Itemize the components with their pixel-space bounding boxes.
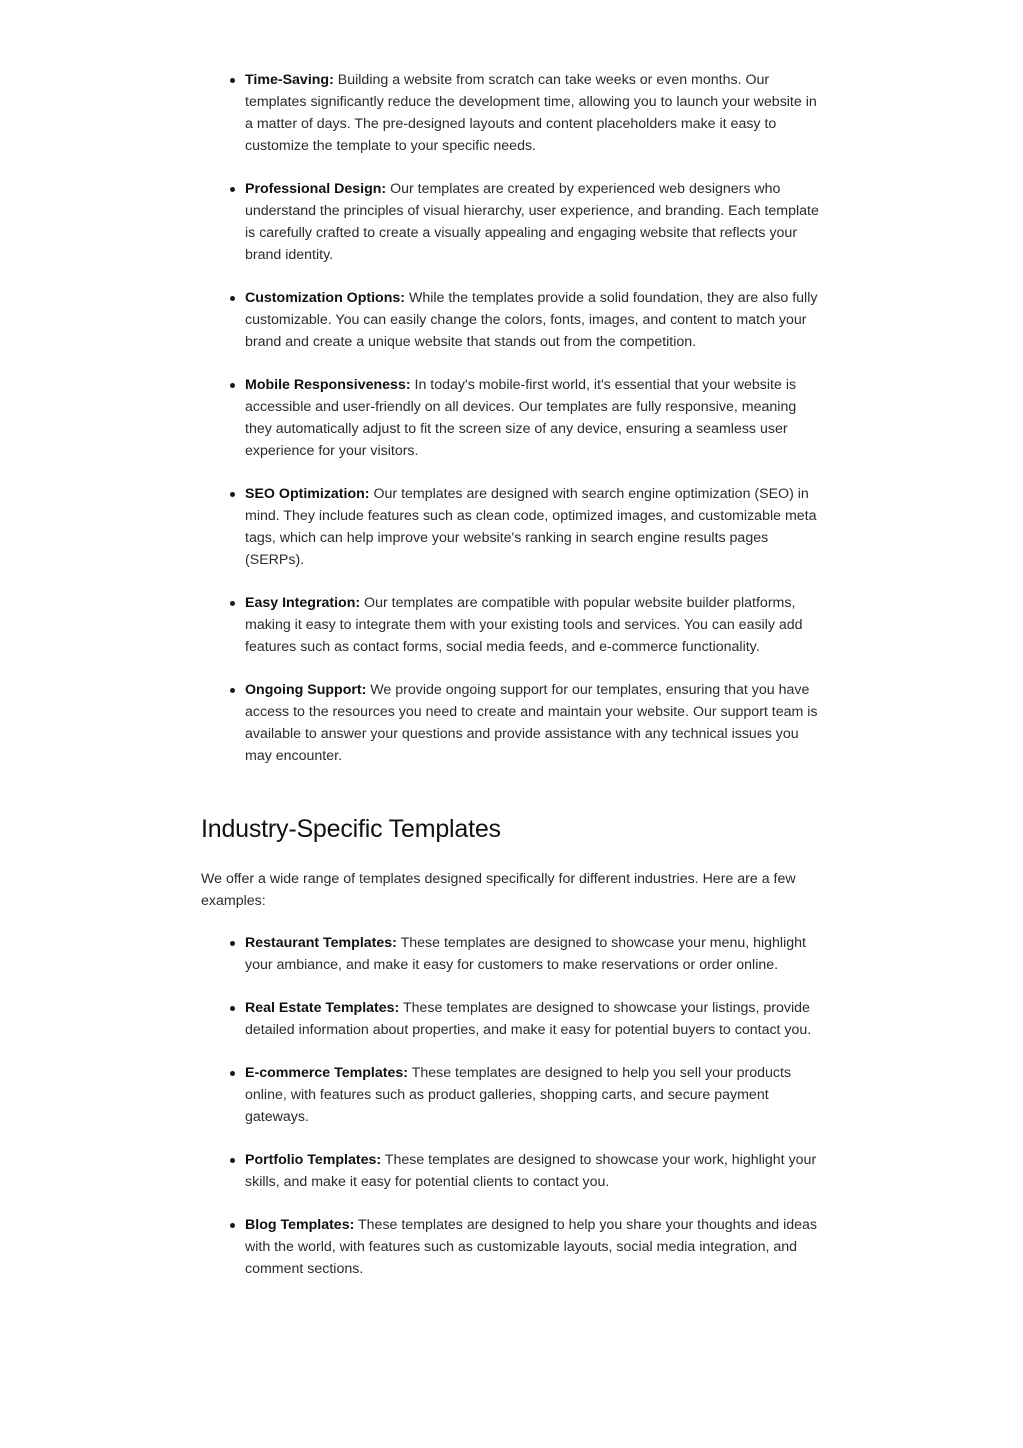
list-item-title: SEO Optimization:	[245, 486, 370, 502]
list-item-text: In today's mobile-first world, it's essential that your website is accessible and user-friendly on all devices. Our templates are fully responsive, meaning they automatically adjust to fit the screen size of any device, ensuring a seamless user experience for your visitors.	[245, 377, 797, 459]
list-item-text: We provide ongoing support for our templates, ensuring that you have access to the resources you need to create and maintain your website. Our support team is available to answer your questions and provide assistance with any technical issues you may encounter.	[245, 682, 818, 764]
list-item-title: Professional Design:	[245, 181, 387, 197]
list-item	[245, 932, 826, 976]
list-item-text: These templates are designed to help you share your thoughts and ideas with the world, with features such as customizable layouts, social media integration, and comment sections.	[245, 1217, 818, 1277]
list-item	[245, 69, 826, 157]
list-item	[245, 374, 826, 462]
list-item	[245, 287, 826, 353]
list-item-title: Ongoing Support:	[245, 682, 367, 698]
list-item-title: E-commerce Templates:	[245, 1065, 408, 1081]
list-item-title: Easy Integration:	[245, 595, 361, 611]
list-item-title: Time-Saving:	[245, 72, 334, 88]
list-item	[245, 679, 826, 767]
list-item	[245, 483, 826, 571]
list-item-title: Customization Options:	[245, 290, 405, 306]
list-item-title: Mobile Responsiveness:	[245, 377, 411, 393]
list-item	[245, 997, 826, 1041]
industry-templates-list	[201, 932, 826, 1280]
list-item-text: Our templates are designed with search engine optimization (SEO) in mind. They include features such as clean code, optimized images, and customizable meta tags, which can help improve your website's ranking in search engine results pages (SERPs).	[245, 486, 817, 568]
list-item	[245, 592, 826, 658]
list-item-title: Real Estate Templates:	[245, 1000, 400, 1016]
list-item	[245, 1062, 826, 1128]
list-item-text: These templates are designed to showcase your menu, highlight your ambiance, and make it easy for customers to make reservations or order online.	[245, 935, 806, 973]
list-item-title: Restaurant Templates:	[245, 935, 397, 951]
list-item-title: Blog Templates:	[245, 1217, 355, 1233]
list-item-text: Building a website from scratch can take weeks or even months. Our templates significantly reduce the development time, allowing you to launch your website in a matter of days. The pre-designed layouts and content placeholders make it easy to customize the template to your specific needs.	[245, 72, 817, 154]
list-item	[245, 178, 826, 266]
section-intro: We offer a wide range of templates designed specifically for different industries. Here are a few examples:	[201, 871, 796, 909]
section-heading: Industry-Specific Templates	[201, 815, 501, 843]
list-item-text: While the templates provide a solid foundation, they are also fully customizable. You can easily change the colors, fonts, images, and content to match your brand and create a unique website that stands out from the competition.	[245, 290, 818, 350]
list-item	[245, 1214, 826, 1280]
list-item-text: These templates are designed to showcase your work, highlight your skills, and make it easy for potential clients to contact you.	[245, 1152, 817, 1190]
list-item-text: These templates are designed to help you sell your products online, with features such as product galleries, shopping carts, and secure payment gateways.	[245, 1065, 791, 1125]
list-item-text: These templates are designed to showcase your listings, provide detailed information about properties, and make it easy for potential buyers to contact you.	[245, 1000, 812, 1038]
document-page	[201, 69, 826, 1301]
list-item-title: Portfolio Templates:	[245, 1152, 382, 1168]
benefits-list	[201, 69, 826, 767]
list-item-text: Our templates are compatible with popular website builder platforms, making it easy to integrate them with your existing tools and services. You can easily add features such as contact forms, social media feeds, and e-commerce functionality.	[245, 595, 803, 655]
list-item	[245, 1149, 826, 1193]
list-item-text: Our templates are created by experienced web designers who understand the principles of visual hierarchy, user experience, and branding. Each template is carefully crafted to create a visually appealing and engaging website that reflects your brand identity.	[245, 181, 819, 263]
